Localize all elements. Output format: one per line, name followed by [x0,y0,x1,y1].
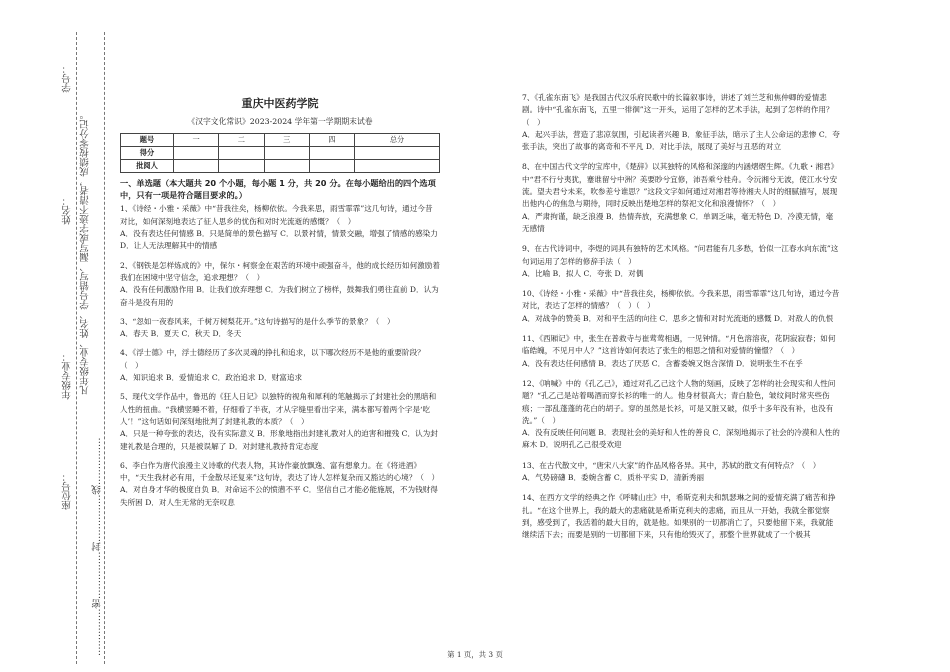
question [120,203,440,252]
question-stem: 6、李白作为唐代浪漫主义诗歌的代表人物，其诗作豪放飘逸、富有想象力。在《将进酒》中，“天生我材必有用，千金散尽还复来”这句诗，表达了诗人怎样复杂而又豁达的心境？（ ） [120,460,440,483]
question [120,391,440,452]
question-options: A．比喻 B．拟人 C．夸张 D．对偶 [522,268,644,278]
question-stem: 14、在西方文学的经典之作《呼啸山庄》中，希斯克利夫和凯瑟琳之间的爱情充满了痛苦和挣扎。“在这个世界上，我的最大的悲痛就是希斯克利夫的悲痛，而且从一开始，我就全都觉察到，感受到了，我活着的最大目的，就是他。如果别的一切都消亡了，只要他留下来，我就能继续活下去；而要是别的一切都留下来，只有他给毁灭了，那整个世界就成了一个极其 [522,493,836,540]
grader-input[interactable] [174,160,219,173]
binding-margin [0,0,112,672]
question-options: A．严肃拘谨，缺乏浪漫 B．热情奔放，充满想象 C．单调乏味，毫无特色 D．冷漠无情，毫无感情 [522,211,834,233]
question-stem: 12、《呐喊》中的《孔乙己》，通过对孔乙己这个人物的刻画，反映了怎样的社会现实和人性问题？“孔乙己是站着喝酒而穿长衫的唯一的人。他身材很高大；青白脸色，皱纹间时常夹些伤痕；一部乱蓬蓬的花白的胡子。穿的虽然是长衫，可是又脏又破，似乎十多年没有补，也没有洗。”（ ） [522,378,836,425]
question-stem: 1、《诗经・小雅・采薇》中“昔我往矣，杨柳依依。今我来思，雨雪霏霏”这几句诗，通过今昔对比，如何深刻地表达了征人思乡的忧伤和对时光流逝的感慨？（ ） [120,204,433,226]
score-row-score [121,146,440,159]
question [522,288,840,325]
exam-title: 《汉字文化常识》2023-2024 学年第一学期期末试卷 [187,117,373,127]
cell-part-4: 四 [309,133,354,146]
cell-part-2: 二 [219,133,264,146]
warning-text: 凡年级专业、姓名、学号错写、漏写或字迹不清者，成绩按零分记。 [80,110,91,395]
question-options: A．对自身才华的极度自负 B．对命运不公的愤懑不平 C．坚信自己才能必能施展，不为钱财得失所困 D．对人生无常的无奈叹息 [120,485,438,507]
question-options: A．没有表达任何感情 B．表达了厌恶 C．含蓄委婉又饱含深情 D．说明张生不在乎 [522,358,803,368]
score-input[interactable] [219,146,264,159]
question-options: A．没有任何激励作用 B．让我们放弃理想 C．为我们树立了榜样，鼓舞我们勇往直前 D．认为奋斗是没有用的 [120,285,439,307]
question-stem: 5、现代文学作品中，鲁迅的《狂人日记》以独特的视角和犀利的笔触揭示了封建社会的黑暗和人性的扭曲。“我横竖睡不着，仔细看了半夜，才从字缝里看出字来，满本都写着两个字是‘吃人’！”这句话如何深刻地批判了封建礼教的本质？（ ） [120,392,437,426]
grader-input[interactable] [355,160,440,173]
question [120,260,440,309]
score-table [120,133,440,174]
major-class-label: 年级专业： [62,352,73,400]
question [522,378,840,452]
question-stem: 7、《孔雀东南飞》是我国古代汉乐府民歌中的长篇叙事诗，讲述了刘兰芝和焦仲卿的爱情悲剧。诗中“孔雀东南飞，五里一徘徊”这一开头，运用了怎样的艺术手法，起到了怎样的作用？（ ） [522,93,834,127]
school-title: 重庆中医药学院 [241,97,319,110]
question-stem: 8、在中国古代文学的宝库中，《楚辞》以其独特的风格和深邃的内涵熠熠生辉。《九歌・湘君》中“君不行兮夷犹，蹇谁留兮中洲？美要眇兮宜修，沛吾乘兮桂舟。令沅湘兮无波，使江水兮安流。望夫君兮未来，吹参差兮谁思？”这段文字如何通过对湘君等待湘夫人时的细腻描写，展现出他内心的焦急与期待，同时反映出楚地怎样的祭祀文化和浪漫情怀？（ ） [522,162,839,209]
name-label: 姓名： [62,196,73,225]
student-no-label: 学号： [62,64,73,93]
question [522,460,840,485]
question-stem: 10、《诗经・小雅・采薇》中“昔我往矣，杨柳依依。今我来思，雨雪霏霏”这几句诗，通过今昔对比，表达了怎样的情感？（ ）（ ） [522,289,840,311]
question [120,347,440,384]
right-column [522,92,840,550]
cell-score-label: 得分 [121,146,174,159]
score-input[interactable] [355,146,440,159]
seal-line-text: ……………密……………封……………线…………… [92,437,103,656]
question-options: A．没有反映任何问题 B．表现社会的美好和人性的善良 C．深刻地揭示了社会的冷漠和人性的麻木 D．说明孔乙己很受欢迎 [522,428,840,450]
question-stem: 2、《钢铁是怎样炼成的》中，保尔・柯察金在艰苦的环境中顽强奋斗，他的成长经历如何激励着我们在困境中坚守信念，追求理想？（ ） [120,260,440,282]
grader-input[interactable] [264,160,309,173]
score-row-grader [121,160,440,173]
left-column [120,92,440,516]
question-stem: 11、《西厢记》中，张生在普救寺与崔莺莺相遇，一见钟情。“月色溶溶夜，花阴寂寂春；如何临皓魄，不见月中人？”这首诗如何表达了张生的相思之情和对爱情的憧憬？（ ） [522,334,836,356]
question-stem: 13、在古代散文中，“唐宋八大家”的作品风格各异。其中，苏轼的散文有何特点？（ ） [522,460,821,470]
question-options: A．气势磅礴 B．委婉含蓄 C．质朴平实 D．清新秀丽 [522,473,705,483]
cell-grader-label: 批阅人 [121,160,174,173]
cell-part-3: 三 [264,133,309,146]
question-options: A．知识追求 B．爱情追求 C．政治追求 D．财富追求 [120,373,303,383]
page-footer: 第 1 页，共 3 页 [447,650,503,659]
score-input[interactable] [309,146,354,159]
question-stem: 3、“忽如一夜春风来，千树万树梨花开。”这句诗描写的是什么季节的景象？（ ） [120,316,395,326]
question [522,161,840,235]
question [522,92,840,153]
score-input[interactable] [174,146,219,159]
question [522,243,840,280]
cell-part-1: 一 [174,133,219,146]
question [522,333,840,370]
cut-line-outer [104,32,105,664]
cut-line-inner [76,32,77,664]
question [120,460,440,509]
question-stem: 4、《浮士德》中，浮士德经历了多次灵魂的挣扎和追求，以下哪次经历不是他的重要阶段？（ ） [120,348,425,370]
question [522,492,840,541]
grader-input[interactable] [219,160,264,173]
seat-label: 座位号： [62,472,73,510]
cell-total: 总分 [355,133,440,146]
question-stem: 9、在古代诗词中，李煜的词具有独特的艺术风格。“问君能有几多愁，恰似一江春水向东流”这句词运用了怎样的修辞手法（ ） [522,244,839,266]
question [120,316,440,341]
grader-input[interactable] [309,160,354,173]
question-options: A．春天 B．夏天 C．秋天 D．冬天 [120,329,242,339]
score-input[interactable] [264,146,309,159]
question-options: A．对战争的赞美 B．对和平生活的向往 C．思乡之情和对时光流逝的感慨 D．对敌人的仇恨 [522,313,834,323]
question-options: A．只是一种夸张的表达，没有实际意义 B．形象地指出封建礼教对人的迫害和摧残 C．认为封建礼教是合理的，只是被误解了 D．对封建礼教持肯定态度 [120,429,438,451]
question-options: A．起兴手法，营造了悲凉氛围，引起读者兴趣 B．象征手法，暗示了主人公命运的悲惨 C．夸张手法，突出了故事的离奇和不平凡 D．对比手法，展现了美好与丑恶的对立 [522,129,840,152]
cell-question-no: 题号 [121,133,174,146]
section-heading: 一、单选题（本大题共 20 个小题，每小题 1 分，共 20 分。在每小题给出的四个选项中，只有一项是符合题目要求的。） [120,178,436,201]
score-row-header [121,133,440,146]
question-options: A．没有表达任何情感 B．只是简单的景色描写 C．以景衬情，情景交融，增强了情感的感染力 D．让人无法理解其中的情感 [120,229,438,251]
